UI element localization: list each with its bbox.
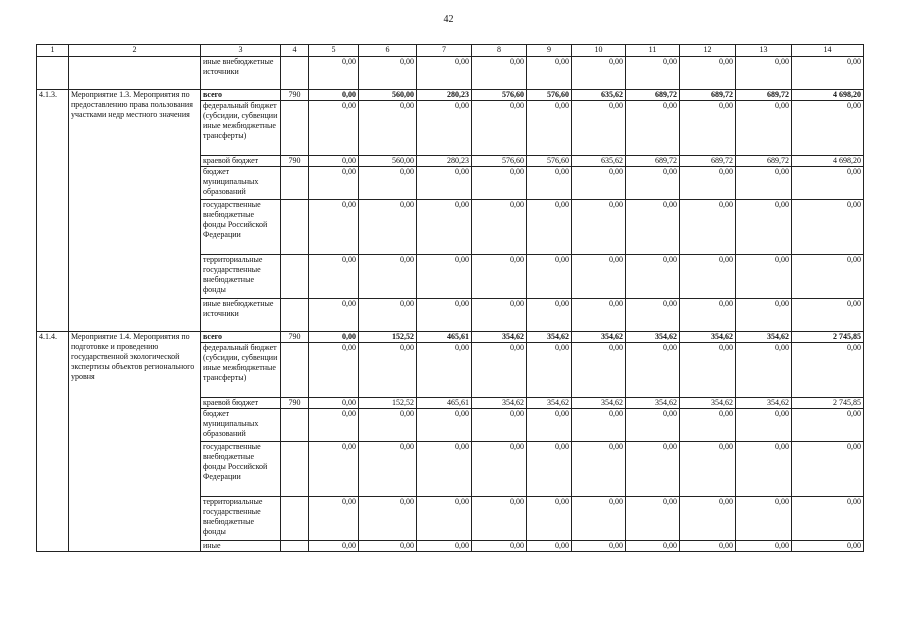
section-index: 4.1.3. [37,90,69,332]
value-cell: 0,00 [680,497,736,541]
value-cell: 0,00 [472,299,527,332]
column-header-11: 11 [626,45,680,57]
code-cell: 790 [281,156,309,167]
value-cell: 635,62 [572,90,626,101]
value-cell: 354,62 [626,398,680,409]
value-cell: 0,00 [359,343,417,398]
column-header-5: 5 [309,45,359,57]
value-cell: 0,00 [572,255,626,299]
value-cell: 354,62 [472,332,527,343]
value-cell: 0,00 [736,57,792,90]
value-cell: 0,00 [680,541,736,552]
code-cell [281,409,309,442]
value-cell: 0,00 [792,497,864,541]
value-cell: 0,00 [680,343,736,398]
value-cell: 0,00 [792,442,864,497]
source-cell: иные внебюджетные источники [201,57,281,90]
value-cell: 0,00 [309,90,359,101]
code-cell [281,442,309,497]
value-cell: 465,61 [417,398,472,409]
value-cell: 0,00 [359,442,417,497]
value-cell: 0,00 [527,101,572,156]
value-cell: 0,00 [472,255,527,299]
code-cell: 790 [281,398,309,409]
value-cell: 354,62 [626,332,680,343]
value-cell: 0,00 [417,409,472,442]
value-cell: 0,00 [527,343,572,398]
value-cell: 0,00 [309,442,359,497]
code-cell [281,541,309,552]
value-cell: 0,00 [792,255,864,299]
value-cell: 0,00 [309,101,359,156]
value-cell: 354,62 [736,398,792,409]
column-header-7: 7 [417,45,472,57]
value-cell: 0,00 [472,343,527,398]
value-cell: 0,00 [792,101,864,156]
value-cell: 0,00 [472,57,527,90]
value-cell: 689,72 [736,90,792,101]
value-cell: 4 698,20 [792,90,864,101]
value-cell: 0,00 [527,255,572,299]
value-cell: 280,23 [417,90,472,101]
table-row [37,332,864,343]
value-cell: 354,62 [527,332,572,343]
column-header-8: 8 [472,45,527,57]
value-cell: 0,00 [309,343,359,398]
code-cell: 790 [281,332,309,343]
value-cell: 0,00 [309,167,359,200]
value-cell: 576,60 [472,90,527,101]
value-cell: 0,00 [736,167,792,200]
value-cell: 0,00 [626,200,680,255]
value-cell: 0,00 [572,299,626,332]
column-header-13: 13 [736,45,792,57]
code-cell [281,200,309,255]
value-cell: 560,00 [359,156,417,167]
value-cell: 0,00 [309,332,359,343]
source-cell: краевой бюджет [201,156,281,167]
section-title: Мероприятие 1.4. Мероприятия по подготовке и проведению государственной экологической экспертизы объектов регионального уровня [69,332,201,552]
title-cell [69,57,201,90]
value-cell: 689,72 [680,156,736,167]
value-cell: 0,00 [572,200,626,255]
value-cell: 152,52 [359,332,417,343]
value-cell: 354,62 [680,332,736,343]
value-cell: 0,00 [359,101,417,156]
value-cell: 354,62 [572,398,626,409]
value-cell: 576,60 [472,156,527,167]
value-cell: 280,23 [417,156,472,167]
value-cell: 0,00 [359,409,417,442]
page-number: 42 [443,14,454,25]
section-index: 4.1.4. [37,332,69,552]
value-cell: 0,00 [472,101,527,156]
value-cell: 0,00 [572,541,626,552]
source-cell: иные [201,541,281,552]
value-cell: 2 745,85 [792,332,864,343]
value-cell: 354,62 [680,398,736,409]
column-header-3: 3 [201,45,281,57]
value-cell: 152,52 [359,398,417,409]
value-cell: 0,00 [680,442,736,497]
value-cell: 0,00 [359,167,417,200]
code-cell [281,299,309,332]
value-cell: 576,60 [527,90,572,101]
code-cell [281,101,309,156]
value-cell: 0,00 [572,101,626,156]
value-cell: 465,61 [417,332,472,343]
value-cell: 689,72 [680,90,736,101]
column-header-10: 10 [572,45,626,57]
value-cell: 0,00 [527,409,572,442]
value-cell: 0,00 [792,343,864,398]
table-row [37,57,864,90]
column-header-6: 6 [359,45,417,57]
code-cell [281,343,309,398]
value-cell: 0,00 [736,255,792,299]
value-cell: 0,00 [792,57,864,90]
source-cell: федеральный бюджет (субсидии, субвенции иные межбюджетные трансферты) [201,101,281,156]
value-cell: 0,00 [792,299,864,332]
source-cell: бюджет муниципальных образований [201,167,281,200]
value-cell: 0,00 [417,497,472,541]
source-cell: государственные внебюджетные фонды Российской Федерации [201,442,281,497]
value-cell: 0,00 [527,57,572,90]
value-cell: 0,00 [572,409,626,442]
column-header-2: 2 [69,45,201,57]
value-cell: 0,00 [359,57,417,90]
value-cell: 576,60 [527,156,572,167]
budget-table [36,44,864,552]
value-cell: 0,00 [359,200,417,255]
table-body [37,57,864,552]
value-cell: 0,00 [680,299,736,332]
value-cell: 0,00 [527,442,572,497]
value-cell: 0,00 [626,101,680,156]
value-cell: 0,00 [472,200,527,255]
value-cell: 0,00 [309,409,359,442]
value-cell: 0,00 [626,167,680,200]
value-cell: 0,00 [626,255,680,299]
section-title: Мероприятие 1.3. Мероприятия по предоставлению права пользования участками недр местного значения [69,90,201,332]
value-cell: 0,00 [527,200,572,255]
value-cell: 2 745,85 [792,398,864,409]
value-cell: 0,00 [736,101,792,156]
value-cell: 0,00 [626,409,680,442]
source-cell: бюджет муниципальных образований [201,409,281,442]
value-cell: 0,00 [309,156,359,167]
code-cell: 790 [281,90,309,101]
code-cell [281,57,309,90]
value-cell: 0,00 [680,167,736,200]
value-cell: 0,00 [472,167,527,200]
value-cell: 0,00 [626,57,680,90]
value-cell: 0,00 [572,167,626,200]
value-cell: 0,00 [309,398,359,409]
value-cell: 0,00 [626,497,680,541]
value-cell: 0,00 [626,299,680,332]
source-cell: территориальные государственные внебюджетные фонды [201,497,281,541]
value-cell: 0,00 [417,200,472,255]
source-cell: территориальные государственные внебюджетные фонды [201,255,281,299]
source-cell: федеральный бюджет (субсидии, субвенции иные межбюджетные трансферты) [201,343,281,398]
value-cell: 4 698,20 [792,156,864,167]
source-cell: всего [201,90,281,101]
value-cell: 0,00 [309,497,359,541]
value-cell: 0,00 [736,442,792,497]
column-header-1: 1 [37,45,69,57]
value-cell: 354,62 [572,332,626,343]
value-cell: 0,00 [359,299,417,332]
value-cell: 0,00 [572,497,626,541]
value-cell: 0,00 [417,255,472,299]
value-cell: 0,00 [736,541,792,552]
value-cell: 0,00 [472,497,527,541]
value-cell: 689,72 [626,156,680,167]
value-cell: 0,00 [359,255,417,299]
value-cell: 0,00 [472,409,527,442]
value-cell: 560,00 [359,90,417,101]
value-cell: 0,00 [736,299,792,332]
value-cell: 689,72 [736,156,792,167]
value-cell: 0,00 [527,541,572,552]
value-cell: 0,00 [309,541,359,552]
column-number-header [37,45,864,57]
value-cell: 0,00 [736,343,792,398]
column-header-14: 14 [792,45,864,57]
value-cell: 0,00 [309,57,359,90]
value-cell: 0,00 [309,255,359,299]
value-cell: 0,00 [309,299,359,332]
index-cell [37,57,69,90]
value-cell: 0,00 [572,442,626,497]
value-cell: 0,00 [792,167,864,200]
source-cell: иные внебюджетные источники [201,299,281,332]
value-cell: 0,00 [359,497,417,541]
source-cell: государственные внебюджетные фонды Российской Федерации [201,200,281,255]
value-cell: 0,00 [417,442,472,497]
value-cell: 0,00 [572,343,626,398]
column-header-4: 4 [281,45,309,57]
value-cell: 689,72 [626,90,680,101]
value-cell: 0,00 [626,442,680,497]
value-cell: 354,62 [527,398,572,409]
value-cell: 0,00 [417,167,472,200]
value-cell: 0,00 [680,57,736,90]
value-cell: 0,00 [626,343,680,398]
value-cell: 0,00 [736,200,792,255]
value-cell: 0,00 [680,200,736,255]
value-cell: 0,00 [792,409,864,442]
value-cell: 0,00 [417,101,472,156]
value-cell: 354,62 [472,398,527,409]
code-cell [281,167,309,200]
value-cell: 0,00 [417,343,472,398]
code-cell [281,497,309,541]
code-cell [281,255,309,299]
column-header-9: 9 [527,45,572,57]
value-cell: 0,00 [626,541,680,552]
value-cell: 0,00 [736,497,792,541]
value-cell: 0,00 [417,57,472,90]
value-cell: 0,00 [572,57,626,90]
value-cell: 354,62 [736,332,792,343]
column-header-12: 12 [680,45,736,57]
value-cell: 0,00 [359,541,417,552]
value-cell: 0,00 [472,442,527,497]
value-cell: 0,00 [680,255,736,299]
value-cell: 0,00 [680,409,736,442]
value-cell: 0,00 [472,541,527,552]
value-cell: 0,00 [417,299,472,332]
value-cell: 0,00 [527,497,572,541]
table-row [37,90,864,101]
value-cell: 635,62 [572,156,626,167]
source-cell: краевой бюджет [201,398,281,409]
value-cell: 0,00 [309,200,359,255]
value-cell: 0,00 [680,101,736,156]
value-cell: 0,00 [527,299,572,332]
value-cell: 0,00 [792,541,864,552]
value-cell: 0,00 [417,541,472,552]
value-cell: 0,00 [792,200,864,255]
source-cell: всего [201,332,281,343]
value-cell: 0,00 [736,409,792,442]
value-cell: 0,00 [527,167,572,200]
